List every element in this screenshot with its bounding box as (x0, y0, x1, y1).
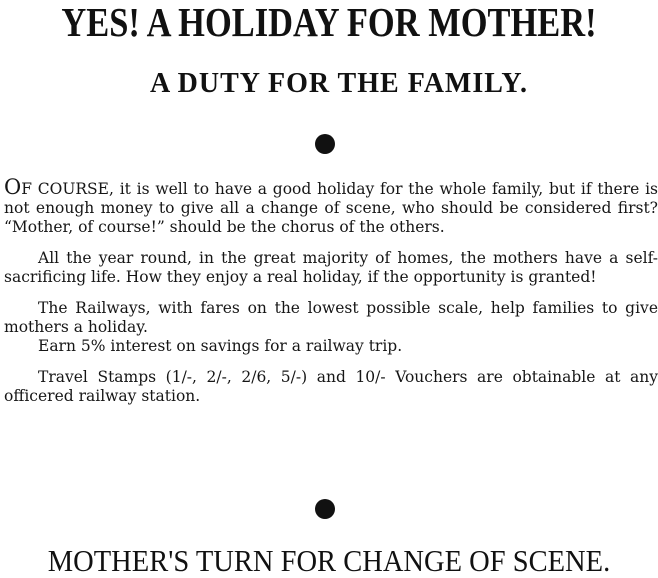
paragraph-opening-text: F COURSE, it is well to have a good holiday for the whole family, but if there is not enough money to give all a change of scene, who should be considered first? “Mother, of course!” should be the chorus of the others. (4, 180, 658, 236)
paragraph-railways: The Railways, with fares on the lowest possible scale, help families to give mothers a holiday. (4, 299, 658, 336)
footer-headline: MOTHER'S TURN FOR CHANGE OF SCENE. (47, 543, 611, 578)
subheadline: A DUTY FOR THE FAMILY. (149, 68, 529, 99)
ornament-dot-bottom (315, 499, 335, 519)
body-copy (4, 175, 658, 406)
paragraph-interest: Earn 5% interest on savings for a railway trip. (38, 337, 403, 355)
paragraph-travel-stamps: Travel Stamps (1/-, 2/-, 2/6, 5/-) and 10/- Vouchers are obtainable at any officered railway station. (4, 368, 658, 405)
paragraph-mothers: All the year round, in the great majority of homes, the mothers have a self-sacrificing life. How they enjoy a real holiday, if the opportunity is granted! (4, 249, 658, 286)
paragraph-opening (4, 175, 658, 237)
ornament-dot-top (315, 134, 335, 154)
drop-cap: O (4, 175, 22, 199)
headline: YES! A HOLIDAY FOR MOTHER! (61, 0, 597, 45)
